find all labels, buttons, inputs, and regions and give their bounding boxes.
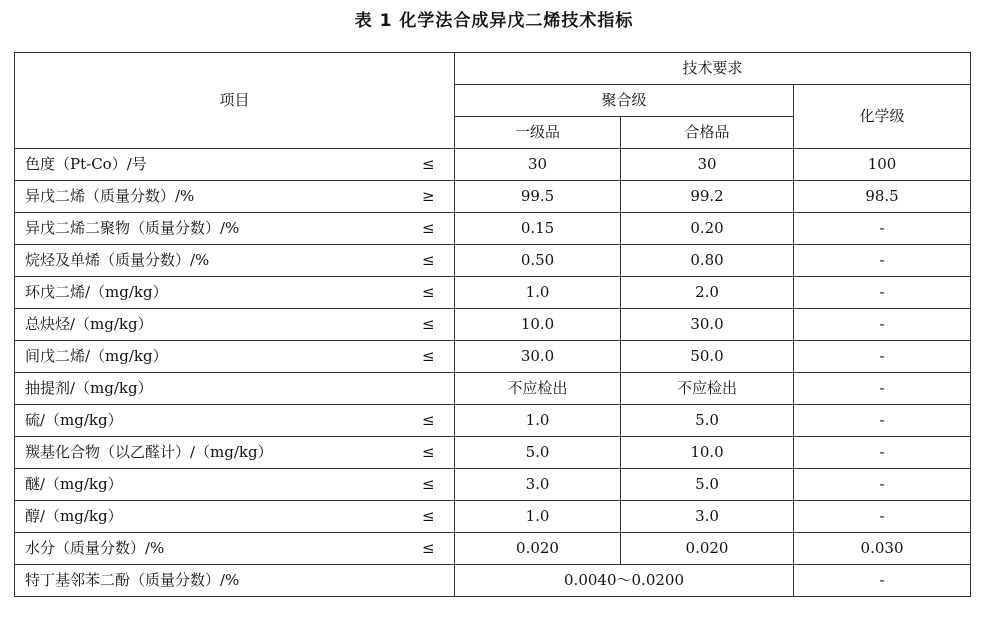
value-qualified: 3.0	[621, 501, 794, 533]
value-chemical-grade: -	[794, 437, 971, 469]
item-name: 醇/（mg/kg）	[15, 501, 403, 533]
value-chemical-grade: -	[794, 245, 971, 277]
operator: ≤	[403, 309, 455, 341]
value-qualified: 0.80	[621, 245, 794, 277]
table-body	[15, 149, 971, 597]
operator	[403, 373, 455, 405]
value-first-grade: 不应检出	[455, 373, 621, 405]
value-qualified: 99.2	[621, 181, 794, 213]
table-row	[15, 437, 971, 469]
value-chemical-grade: 100	[794, 149, 971, 181]
operator: ≤	[403, 341, 455, 373]
value-qualified: 30	[621, 149, 794, 181]
value-chemical-grade: -	[794, 309, 971, 341]
table-row	[15, 277, 971, 309]
operator: ≤	[403, 149, 455, 181]
operator: ≤	[403, 277, 455, 309]
operator: ≥	[403, 181, 455, 213]
value-qualified: 50.0	[621, 341, 794, 373]
value-first-grade: 0.50	[455, 245, 621, 277]
value-first-grade: 1.0	[455, 501, 621, 533]
table-row	[15, 469, 971, 501]
value-chemical-grade: -	[794, 341, 971, 373]
operator: ≤	[403, 437, 455, 469]
header-qualified: 合格品	[621, 117, 794, 149]
table-row	[15, 373, 971, 405]
table-row	[15, 533, 971, 565]
table-row	[15, 309, 971, 341]
item-name: 环戊二烯/（mg/kg）	[15, 277, 403, 309]
value-first-grade: 99.5	[455, 181, 621, 213]
value-chemical-grade: -	[794, 469, 971, 501]
operator: ≤	[403, 213, 455, 245]
value-first-grade: 30	[455, 149, 621, 181]
operator: ≤	[403, 533, 455, 565]
value-chemical-grade: -	[794, 213, 971, 245]
value-chemical-grade: 98.5	[794, 181, 971, 213]
value-qualified: 0.020	[621, 533, 794, 565]
table-row	[15, 341, 971, 373]
table-title: 表 1 化学法合成异戊二烯技术指标	[354, 11, 634, 31]
item-name: 特丁基邻苯二酚（质量分数）/%	[15, 565, 455, 597]
table-row	[15, 565, 971, 597]
table-row	[15, 149, 971, 181]
header-item: 项目	[15, 53, 455, 149]
header-polymer-grade: 聚合级	[455, 85, 794, 117]
item-name: 水分（质量分数）/%	[15, 533, 403, 565]
value-chemical-grade: -	[794, 277, 971, 309]
value-qualified: 5.0	[621, 405, 794, 437]
value-first-grade: 1.0	[455, 405, 621, 437]
value-qualified: 10.0	[621, 437, 794, 469]
value-polymer-grade-range: 0.0040～0.0200	[455, 565, 794, 597]
value-qualified: 2.0	[621, 277, 794, 309]
value-first-grade: 5.0	[455, 437, 621, 469]
item-name: 异戊二烯二聚物（质量分数）/%	[15, 213, 403, 245]
value-qualified: 30.0	[621, 309, 794, 341]
value-first-grade: 0.15	[455, 213, 621, 245]
item-name: 色度（Pt-Co）/号	[15, 149, 403, 181]
value-first-grade: 10.0	[455, 309, 621, 341]
value-first-grade: 0.020	[455, 533, 621, 565]
operator: ≤	[403, 469, 455, 501]
value-chemical-grade: -	[794, 373, 971, 405]
operator: ≤	[403, 245, 455, 277]
table-row	[15, 181, 971, 213]
item-name: 总炔烃/（mg/kg）	[15, 309, 403, 341]
item-name: 异戊二烯（质量分数）/%	[15, 181, 403, 213]
table-row	[15, 213, 971, 245]
value-qualified: 0.20	[621, 213, 794, 245]
header-chemical-grade: 化学级	[794, 85, 971, 149]
value-first-grade: 3.0	[455, 469, 621, 501]
header-tech-requirements: 技术要求	[455, 53, 971, 85]
item-name: 间戊二烯/（mg/kg）	[15, 341, 403, 373]
operator: ≤	[403, 501, 455, 533]
item-name: 醚/（mg/kg）	[15, 469, 403, 501]
header-first-grade: 一级品	[455, 117, 621, 149]
value-qualified: 5.0	[621, 469, 794, 501]
item-name: 硫/（mg/kg）	[15, 405, 403, 437]
value-first-grade: 1.0	[455, 277, 621, 309]
spec-table	[14, 52, 971, 597]
value-first-grade: 30.0	[455, 341, 621, 373]
table-row	[15, 501, 971, 533]
value-chemical-grade: -	[794, 405, 971, 437]
operator: ≤	[403, 405, 455, 437]
value-chemical-grade: -	[794, 565, 971, 597]
item-name: 抽提剂/（mg/kg）	[15, 373, 403, 405]
value-chemical-grade: 0.030	[794, 533, 971, 565]
table-row	[15, 405, 971, 437]
value-qualified: 不应检出	[621, 373, 794, 405]
table-row	[15, 245, 971, 277]
item-name: 羰基化合物（以乙醛计）/（mg/kg）	[15, 437, 403, 469]
value-chemical-grade: -	[794, 501, 971, 533]
item-name: 烷烃及单烯（质量分数）/%	[15, 245, 403, 277]
